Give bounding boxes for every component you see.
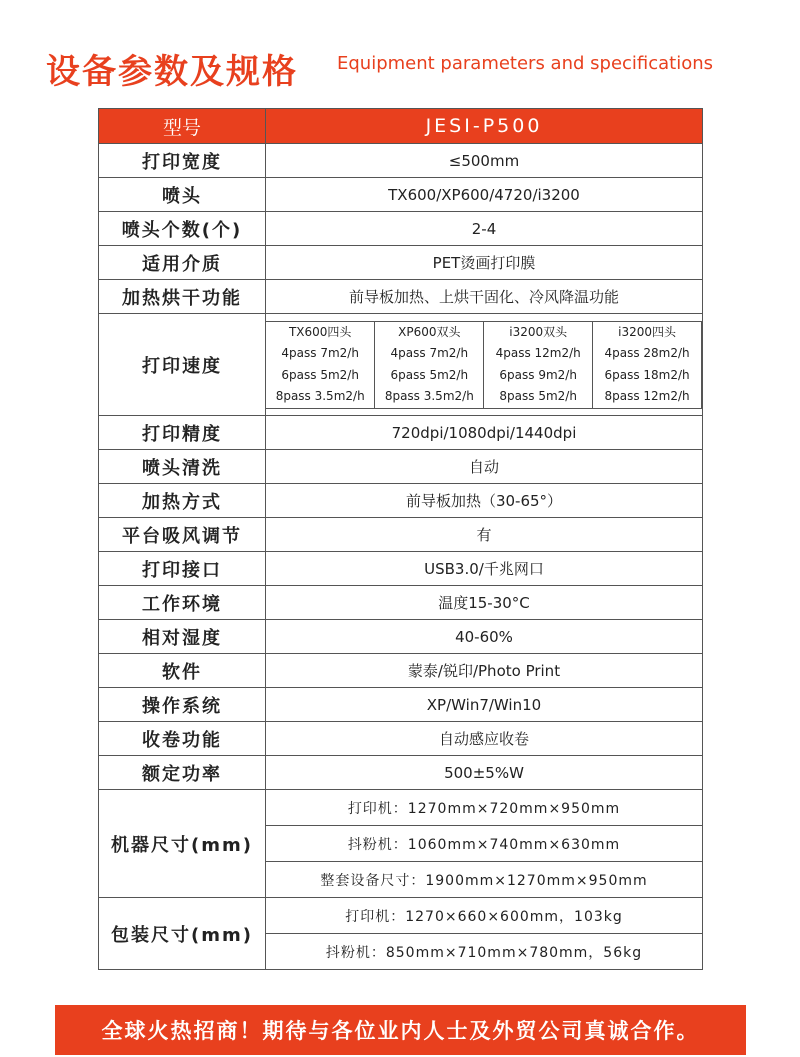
speed-column-head: XP600双头 [398,324,461,339]
speed-value: 4pass 12m2/h [495,346,581,360]
row-label: 收卷功能 [99,722,266,756]
row-label: 喷头 [99,178,266,212]
table-row [99,450,703,484]
row-value: ≤500mm [266,144,703,178]
row-value: USB3.0/千兆网口 [266,552,703,586]
table-row [99,552,703,586]
row-label: 适用介质 [99,246,266,280]
row-value: TX600/XP600/4720/i3200 [266,178,703,212]
machine-size-label: 机器尺寸(mm) [99,790,266,898]
speed-value: 8pass 3.5m2/h [275,389,365,403]
speed-column [266,321,375,408]
speed-value: 6pass 5m2/h [390,367,469,382]
row-value: 自动感应收卷 [266,722,703,756]
table-row [99,518,703,552]
speed-column-head: TX600四头 [288,324,352,339]
row-label: 喷头清洗 [99,450,266,484]
table-row [99,280,703,314]
row-value: 40-60% [266,620,703,654]
row-value: 500±5%W [266,756,703,790]
speed-value: 4pass 7m2/h [390,346,469,360]
row-label: 打印宽度 [99,144,266,178]
speed-value: 8pass 5m2/h [499,389,577,403]
package-size-row [99,898,703,934]
machine-size-value: 抖粉机：1060mm×740mm×630mm [266,826,703,862]
speed-column [484,321,593,408]
machine-size-row [99,790,703,826]
row-value: 温度15-30°C [266,586,703,620]
table-row [99,620,703,654]
row-label: 额定功率 [99,756,266,790]
speed-value: 4pass 28m2/h [604,346,690,360]
page-title: 设备参数及规格 [46,52,298,92]
row-label: 加热烘干功能 [99,280,266,314]
table-row [99,688,703,722]
row-value: PET烫画打印膜 [266,246,703,280]
row-value: 有 [266,518,703,552]
machine-size-value: 打印机：1270mm×720mm×950mm [266,790,703,826]
table-row [99,586,703,620]
table-row [99,144,703,178]
page-subtitle: Equipment parameters and specifications [337,53,714,74]
speed-grid [266,321,702,409]
model-value: JESI-P500 [266,109,703,144]
model-label: 型号 [99,109,266,144]
speed-value: 6pass 18m2/h [604,367,690,382]
row-label: 平台吸风调节 [99,518,266,552]
package-size-value: 抖粉机：850mm×710mm×780mm，56kg [266,934,703,970]
table-row [99,416,703,450]
footer-banner: 全球火热招商！期待与各位业内人士及外贸公司真诚合作。 [55,1005,746,1055]
speed-value: 8pass 3.5m2/h [384,389,474,403]
row-label: 工作环境 [99,586,266,620]
speed-value: 8pass 12m2/h [604,389,690,403]
package-size-value: 打印机：1270×660×600mm，103kg [266,898,703,934]
row-label: 操作系统 [99,688,266,722]
row-label: 软件 [99,654,266,688]
table-row [99,654,703,688]
speed-column-head: i3200四头 [618,324,676,339]
table-header-row [99,109,703,144]
row-value: 自动 [266,450,703,484]
speed-value: 6pass 9m2/h [499,367,577,382]
speed-value: 6pass 5m2/h [281,367,359,382]
row-value: 720dpi/1080dpi/1440dpi [266,416,703,450]
row-value: XP/Win7/Win10 [266,688,703,722]
speed-value: 4pass 7m2/h [281,346,359,360]
table-row [99,178,703,212]
row-value: 前导板加热、上烘干固化、冷风降温功能 [266,280,703,314]
speed-label: 打印速度 [99,314,266,416]
table-row [99,722,703,756]
row-value: 2-4 [266,212,703,246]
row-label: 喷头个数(个) [99,212,266,246]
row-label: 加热方式 [99,484,266,518]
row-label: 打印接口 [99,552,266,586]
row-value: 前导板加热（30-65°） [266,484,703,518]
speed-column [593,321,702,408]
speed-cell [266,314,703,416]
speed-column-head: i3200双头 [509,324,568,339]
table-row [99,212,703,246]
speed-row [99,314,703,416]
row-value: 蒙泰/锐印/Photo Print [266,654,703,688]
table-row [99,484,703,518]
table-row [99,246,703,280]
package-size-label: 包装尺寸(mm) [99,898,266,970]
row-label: 打印精度 [99,416,266,450]
row-label: 相对湿度 [99,620,266,654]
table-row [99,756,703,790]
spec-table [98,108,703,970]
machine-size-value: 整套设备尺寸：1900mm×1270mm×950mm [266,862,703,898]
speed-column [375,321,484,408]
